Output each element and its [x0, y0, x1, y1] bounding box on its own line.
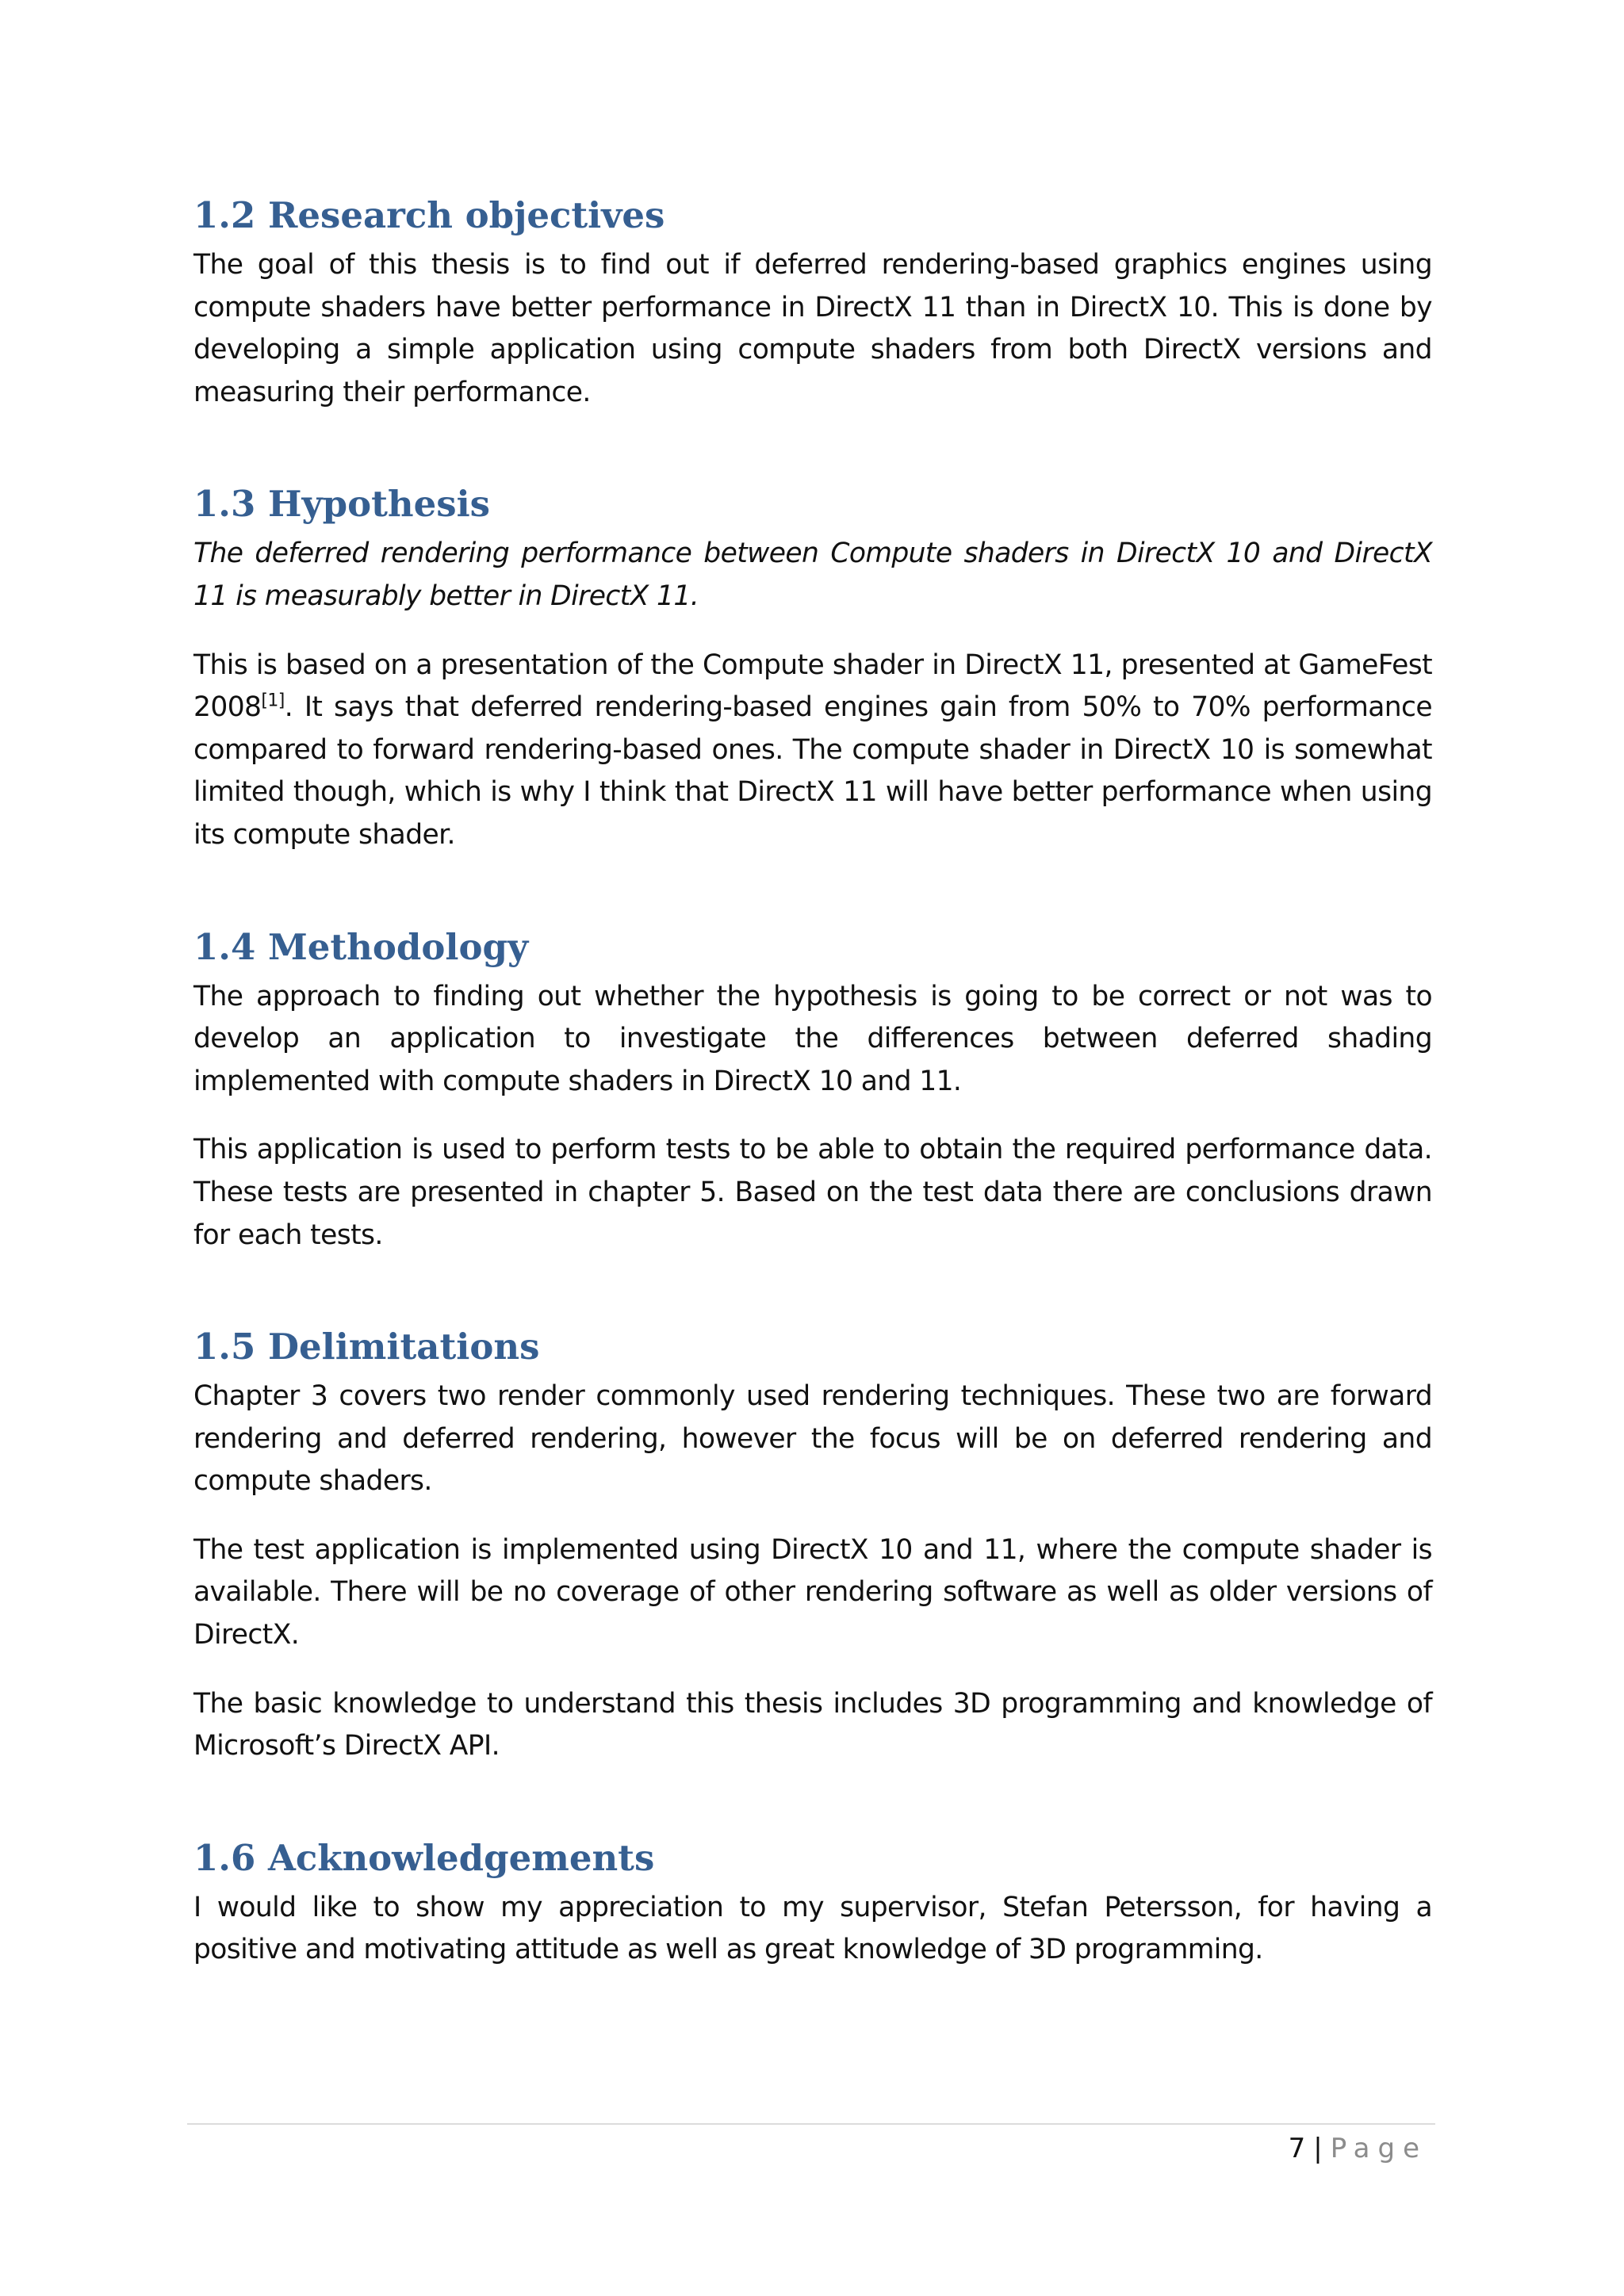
- footer-separator: |: [1313, 2133, 1323, 2164]
- footer-divider: [187, 2123, 1435, 2125]
- paragraph: The goal of this thesis is to find out if deferred rendering-based graphics engines using compute shaders have better performance in DirectX 11 than in DirectX 10. This is done by developing a simple application using compute shaders from both DirectX versions and measuring their performance.: [193, 249, 1432, 408]
- paragraph: Chapter 3 covers two render commonly used rendering techniques. These two are forward rendering and deferred rendering, however the focus will be on deferred rendering and compute shaders.: [193, 1380, 1432, 1498]
- section-heading: 1.3 Hypothesis: [193, 483, 490, 526]
- paragraph: This application is used to perform tests to be able to obtain the required performance data. These tests are presented in chapter 5. Based on the test data there are conclusions drawn for each tests.: [193, 1134, 1432, 1251]
- paragraph: The test application is implemented using DirectX 10 and 11, where the compute shader is available. There will be no coverage of other rendering software as well as older versions of DirectX.: [193, 1533, 1432, 1651]
- section-methodology: [193, 919, 1432, 1257]
- citation-reference: [1]: [261, 691, 285, 711]
- paragraph: [193, 645, 1432, 857]
- section-heading: 1.5 Delimitations: [193, 1326, 540, 1368]
- section-research-objectives: [193, 187, 1432, 414]
- paragraph-text: This is based on a presentation of the Compute shader in DirectX 11, presented at GameFest 2008: [193, 649, 1432, 724]
- paragraph: I would like to show my appreciation to my supervisor, Stefan Petersson, for having a positive and motivating attitude as well as great knowledge of 3D programming.: [193, 1891, 1432, 1966]
- hypothesis-statement: The deferred rendering performance between Compute shaders in DirectX 10 and DirectX 11 is measurably better in DirectX 11.: [193, 538, 1432, 612]
- section-acknowledgements: [193, 1830, 1432, 1972]
- section-heading: 1.6 Acknowledgements: [193, 1836, 655, 1879]
- paragraph-text: . It says that deferred rendering-based engines gain from 50% to 70% performance compared to forward rendering-based ones. The compute shader in DirectX 10 is somewhat limited though, which is why I think that DirectX 11 will have better performance when using its compute shader.: [193, 691, 1432, 851]
- section-delimitations: [193, 1318, 1432, 1768]
- page-footer: [1289, 2128, 1427, 2169]
- section-heading: 1.2 Research objectives: [193, 194, 665, 236]
- paragraph: The basic knowledge to understand this thesis includes 3D programming and knowledge of Microsoft’s DirectX API.: [193, 1687, 1432, 1762]
- page-number: 7: [1288, 2133, 1306, 2164]
- section-hypothesis: [193, 476, 1432, 856]
- section-heading: 1.4 Methodology: [193, 925, 529, 968]
- page-label: Page: [1330, 2133, 1427, 2164]
- page-content: [193, 187, 1432, 1972]
- paragraph: The approach to finding out whether the hypothesis is going to be correct or not was to develop an application to investigate the differences between deferred shading implemented with compute shaders in DirectX 10 and 11.: [193, 980, 1432, 1097]
